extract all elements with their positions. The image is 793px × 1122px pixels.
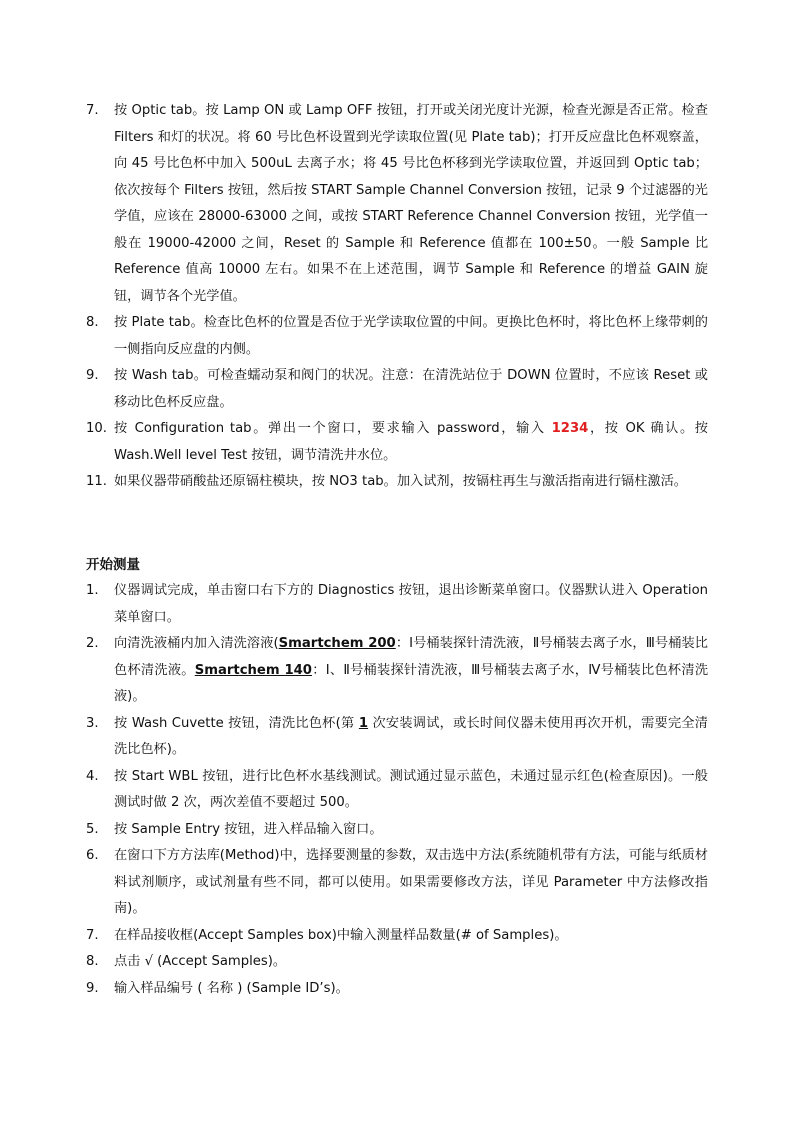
list-item bbox=[0, 98, 793, 310]
diagnostics-steps-list bbox=[0, 98, 793, 496]
item-number: 3. bbox=[86, 715, 99, 731]
item-text: 按 Start WBL 按钮，进行比色杯水基线测试。测试通过显示蓝色，未通过显示红色(检查原因)。一般测试时做 2 次，两次差值不要超过 500。 bbox=[114, 768, 708, 810]
item-number: 10. bbox=[86, 421, 107, 436]
item-number: 11. bbox=[86, 474, 107, 489]
list-item bbox=[0, 711, 793, 764]
item-text-post: ，按 OK 确认。按 Wash.Well level Test 按钮，调节清洗井水位。 bbox=[114, 421, 708, 463]
section-heading: 开始测量 bbox=[86, 557, 140, 573]
list-item bbox=[0, 949, 793, 976]
list-item bbox=[0, 923, 793, 950]
item-number: 4. bbox=[86, 768, 99, 784]
list-item bbox=[0, 310, 793, 363]
list-item bbox=[0, 469, 793, 496]
list-item bbox=[0, 843, 793, 923]
list-item bbox=[0, 416, 793, 469]
item-text bbox=[114, 631, 708, 711]
list-item bbox=[0, 578, 793, 631]
item-text: 输入样品编号 ( 名称 ) (Sample ID’s)。 bbox=[114, 980, 349, 996]
list-item bbox=[0, 363, 793, 416]
model-name-140: Smartchem 140 bbox=[194, 662, 312, 678]
list-item bbox=[0, 631, 793, 711]
password-value: 1234 bbox=[551, 421, 589, 436]
measurement-steps-list bbox=[0, 578, 793, 1002]
item-text: 点击 √ (Accept Samples)。 bbox=[114, 954, 287, 969]
item-text: 仪器调试完成，单击窗口右下方的 Diagnostics 按钮，退出诊断菜单窗口。仪器默认进入 Operation 菜单窗口。 bbox=[114, 583, 708, 625]
item-text-b: ：Ⅰ号桶装探针清洗液，Ⅱ号桶装去离子水，Ⅲ号桶装比色杯清洗液。 bbox=[114, 636, 708, 678]
item-text-b: 次安装调试，或长时间仪器未使用再次开机，需要完全清洗比色杯)。 bbox=[114, 715, 708, 757]
item-text-pre: 按 Configuration tab。弹出一个窗口，要求输入 password，输入 bbox=[114, 421, 552, 436]
item-number: 6. bbox=[86, 848, 99, 863]
item-number: 8. bbox=[86, 315, 99, 330]
item-text: 按 Wash tab。可检查蠕动泵和阀门的状况。注意：在清洗站位于 DOWN 位置时，不应该 Reset 或移动比色杯反应盘。 bbox=[114, 368, 708, 410]
model-name-200: Smartchem 200 bbox=[278, 636, 396, 651]
item-text: 按 Plate tab。检查比色杯的位置是否位于光学读取位置的中间。更换比色杯时，将比色杯上缘带刺的一侧指向反应盘的内侧。 bbox=[114, 315, 708, 357]
item-text: 在窗口下方方法库(Method)中，选择要测量的参数，双击选中方法(系统随机带有方法，可能与纸质材料试剂顺序，或试剂量有些不同，都可以使用。如果需要修改方法，详见 Parameter 中方法修改指南)。 bbox=[114, 848, 708, 916]
item-number: 7. bbox=[86, 927, 99, 943]
list-item bbox=[0, 817, 793, 844]
item-number: 9. bbox=[86, 980, 99, 996]
item-number: 9. bbox=[86, 368, 99, 383]
item-text: 如果仪器带硝酸盐还原镉柱模块，按 NO3 tab。加入试剂，按镉柱再生与激活指南进行镉柱激活。 bbox=[114, 474, 687, 489]
item-number: 7. bbox=[86, 103, 99, 118]
item-text bbox=[114, 416, 708, 469]
item-number: 1. bbox=[86, 583, 99, 598]
list-item bbox=[0, 976, 793, 1003]
item-number: 2. bbox=[86, 636, 99, 651]
item-number: 5. bbox=[86, 821, 99, 837]
item-text-a: 向清洗液桶内加入清洗溶液( bbox=[114, 636, 279, 651]
item-text: 按 Optic tab。按 Lamp ON 或 Lamp OFF 按钮，打开或关闭光度计光源，检查光源是否正常。检查 Filters 和灯的状况。将 60 号比色杯设置到光学读取位置(见 Plate tab)；打开反应盘比色杯观察盖，向 45 号比色杯中加入 500uL 去离子水；将 45 号比色杯移到光学读取位置，并返回到 Optic tab；依次按每个 Filters 按钮，然后按 START Sample Channel Conversion 按钮，记录 9 个过滤器的光学值，应该在 28000-63000 之间，或按 START Reference Channel Conversion 按钮，光学值一般在 19000-42000 之间，Reset 的 Sample 和 Reference 值都在 100±50。一般 Sample 比 Reference 值高 10000 左右。如果不在上述范围，调节 Sample 和 Reference 的增益 GAIN 旋钮，调节各个光学值。 bbox=[114, 103, 708, 304]
item-text-a: 按 Wash Cuvette 按钮，清洗比色杯(第 bbox=[114, 715, 359, 731]
item-text-c: ：Ⅰ、Ⅱ号桶装探针清洗液，Ⅲ号桶装去离子水，Ⅳ号桶装比色杯清洗液)。 bbox=[114, 662, 709, 704]
first-install-number: 1 bbox=[358, 715, 369, 731]
item-text: 在样品接收框(Accept Samples box)中输入测量样品数量(# of Samples)。 bbox=[114, 927, 568, 943]
list-item bbox=[0, 764, 793, 817]
item-text bbox=[114, 711, 708, 764]
item-number: 8. bbox=[86, 954, 99, 969]
item-text: 按 Sample Entry 按钮，进入样品输入窗口。 bbox=[114, 821, 383, 837]
